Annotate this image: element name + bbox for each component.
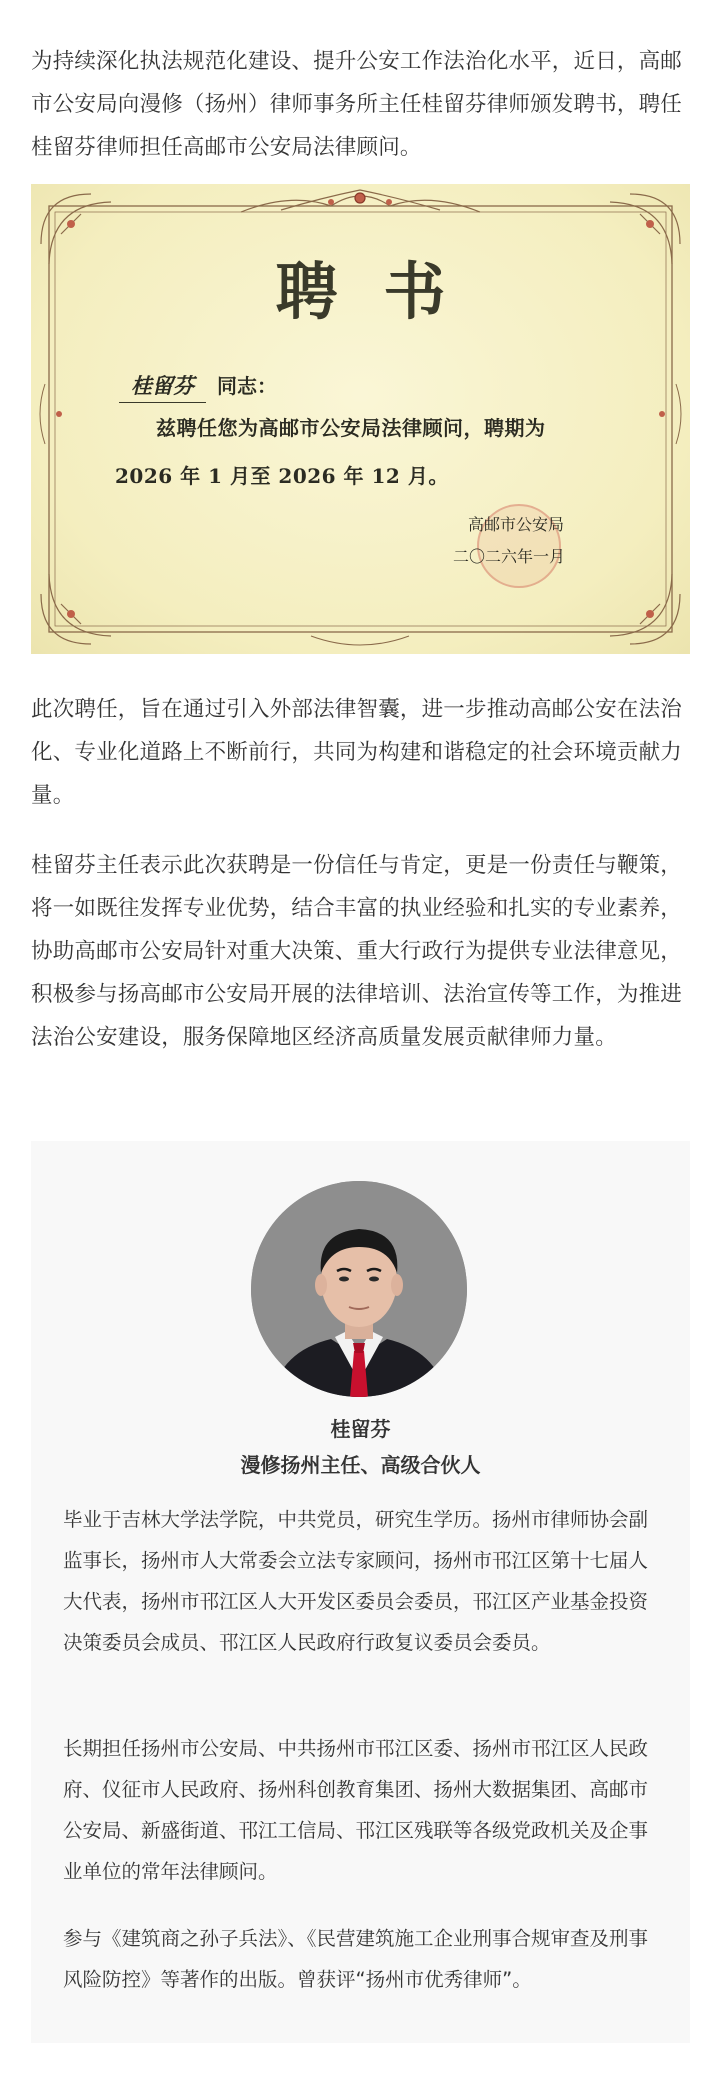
certificate-title: 聘书 [275,255,492,328]
profile-card [31,1141,690,2043]
intro-paragraph: 为持续深化执法规范化建设、提升公安工作法治化水平，近日，高邮市公安局向漫修（扬州）律师事务所主任桂留芬律师颁发聘书，聘任桂留芬律师担任高邮市公安局法律顾问。 [31,49,683,160]
profile-name: 桂留芬 [330,1417,391,1441]
statement-paragraph: 桂留芬主任表示此次获聘是一份信任与肯定，更是一份责任与鞭策，将一如既往发挥专业优势，结合丰富的执业经验和扎实的专业素养，协助高邮市公安局针对重大决策、重大行政行为提供专业法律意见，积极参与扬高邮市公安局开展的法律培训、法治宣传等工作，为推进法治公安建设，服务保障地区经济高质量发展贡献律师力量。 [31,853,683,1050]
certificate-recipient-name: 桂留芬 [119,370,206,403]
profile-bio-publications: 参与《建筑商之孙子兵法》、《民营建筑施工企业刑事合规审查及刑事风险防控》等著作的出版。曾获评“扬州市优秀律师”。 [63,1927,649,1991]
profile-bio-counsel: 长期担任扬州市公安局、中共扬州市邗江区委、扬州市邗江区人民政府、仪征市人民政府、扬州科创教育集团、扬州大数据集团、高邮市公安局、新盛街道、邗江工信局、邗江区残联等各级党政机关及企事业单位的常年法律顾问。 [63,1737,649,1883]
certificate-issuer: 高邮市公安局 [468,515,565,534]
profile-bio-education: 毕业于吉林大学法学院，中共党员，研究生学历。扬州市律师协会副监事长，扬州市人大常委会立法专家顾问，扬州市邗江区第十七届人大代表，扬州市邗江区人大开发区委员会委员，邗江区产业基金投资决策委员会成员、邗江区人民政府行政复议委员会委员。 [63,1508,649,1654]
certificate-salutation: 同志： [217,374,277,398]
certificate-image [31,184,690,654]
purpose-paragraph: 此次聘任，旨在通过引入外部法律智囊，进一步推动高邮公安在法治化、专业化道路上不断前行，共同为构建和谐稳定的社会环境贡献力量。 [31,697,683,808]
profile-role: 漫修扬州主任、高级合伙人 [240,1453,481,1477]
profile-avatar [251,1181,467,1397]
certificate-date: 二〇二六年一月 [453,547,566,566]
certificate-body: 兹聘任您为高邮市公安局法律顾问，聘期为 [156,416,546,440]
certificate-period: 2026 年 1 月至 2026 年 12 月。 [115,464,449,488]
